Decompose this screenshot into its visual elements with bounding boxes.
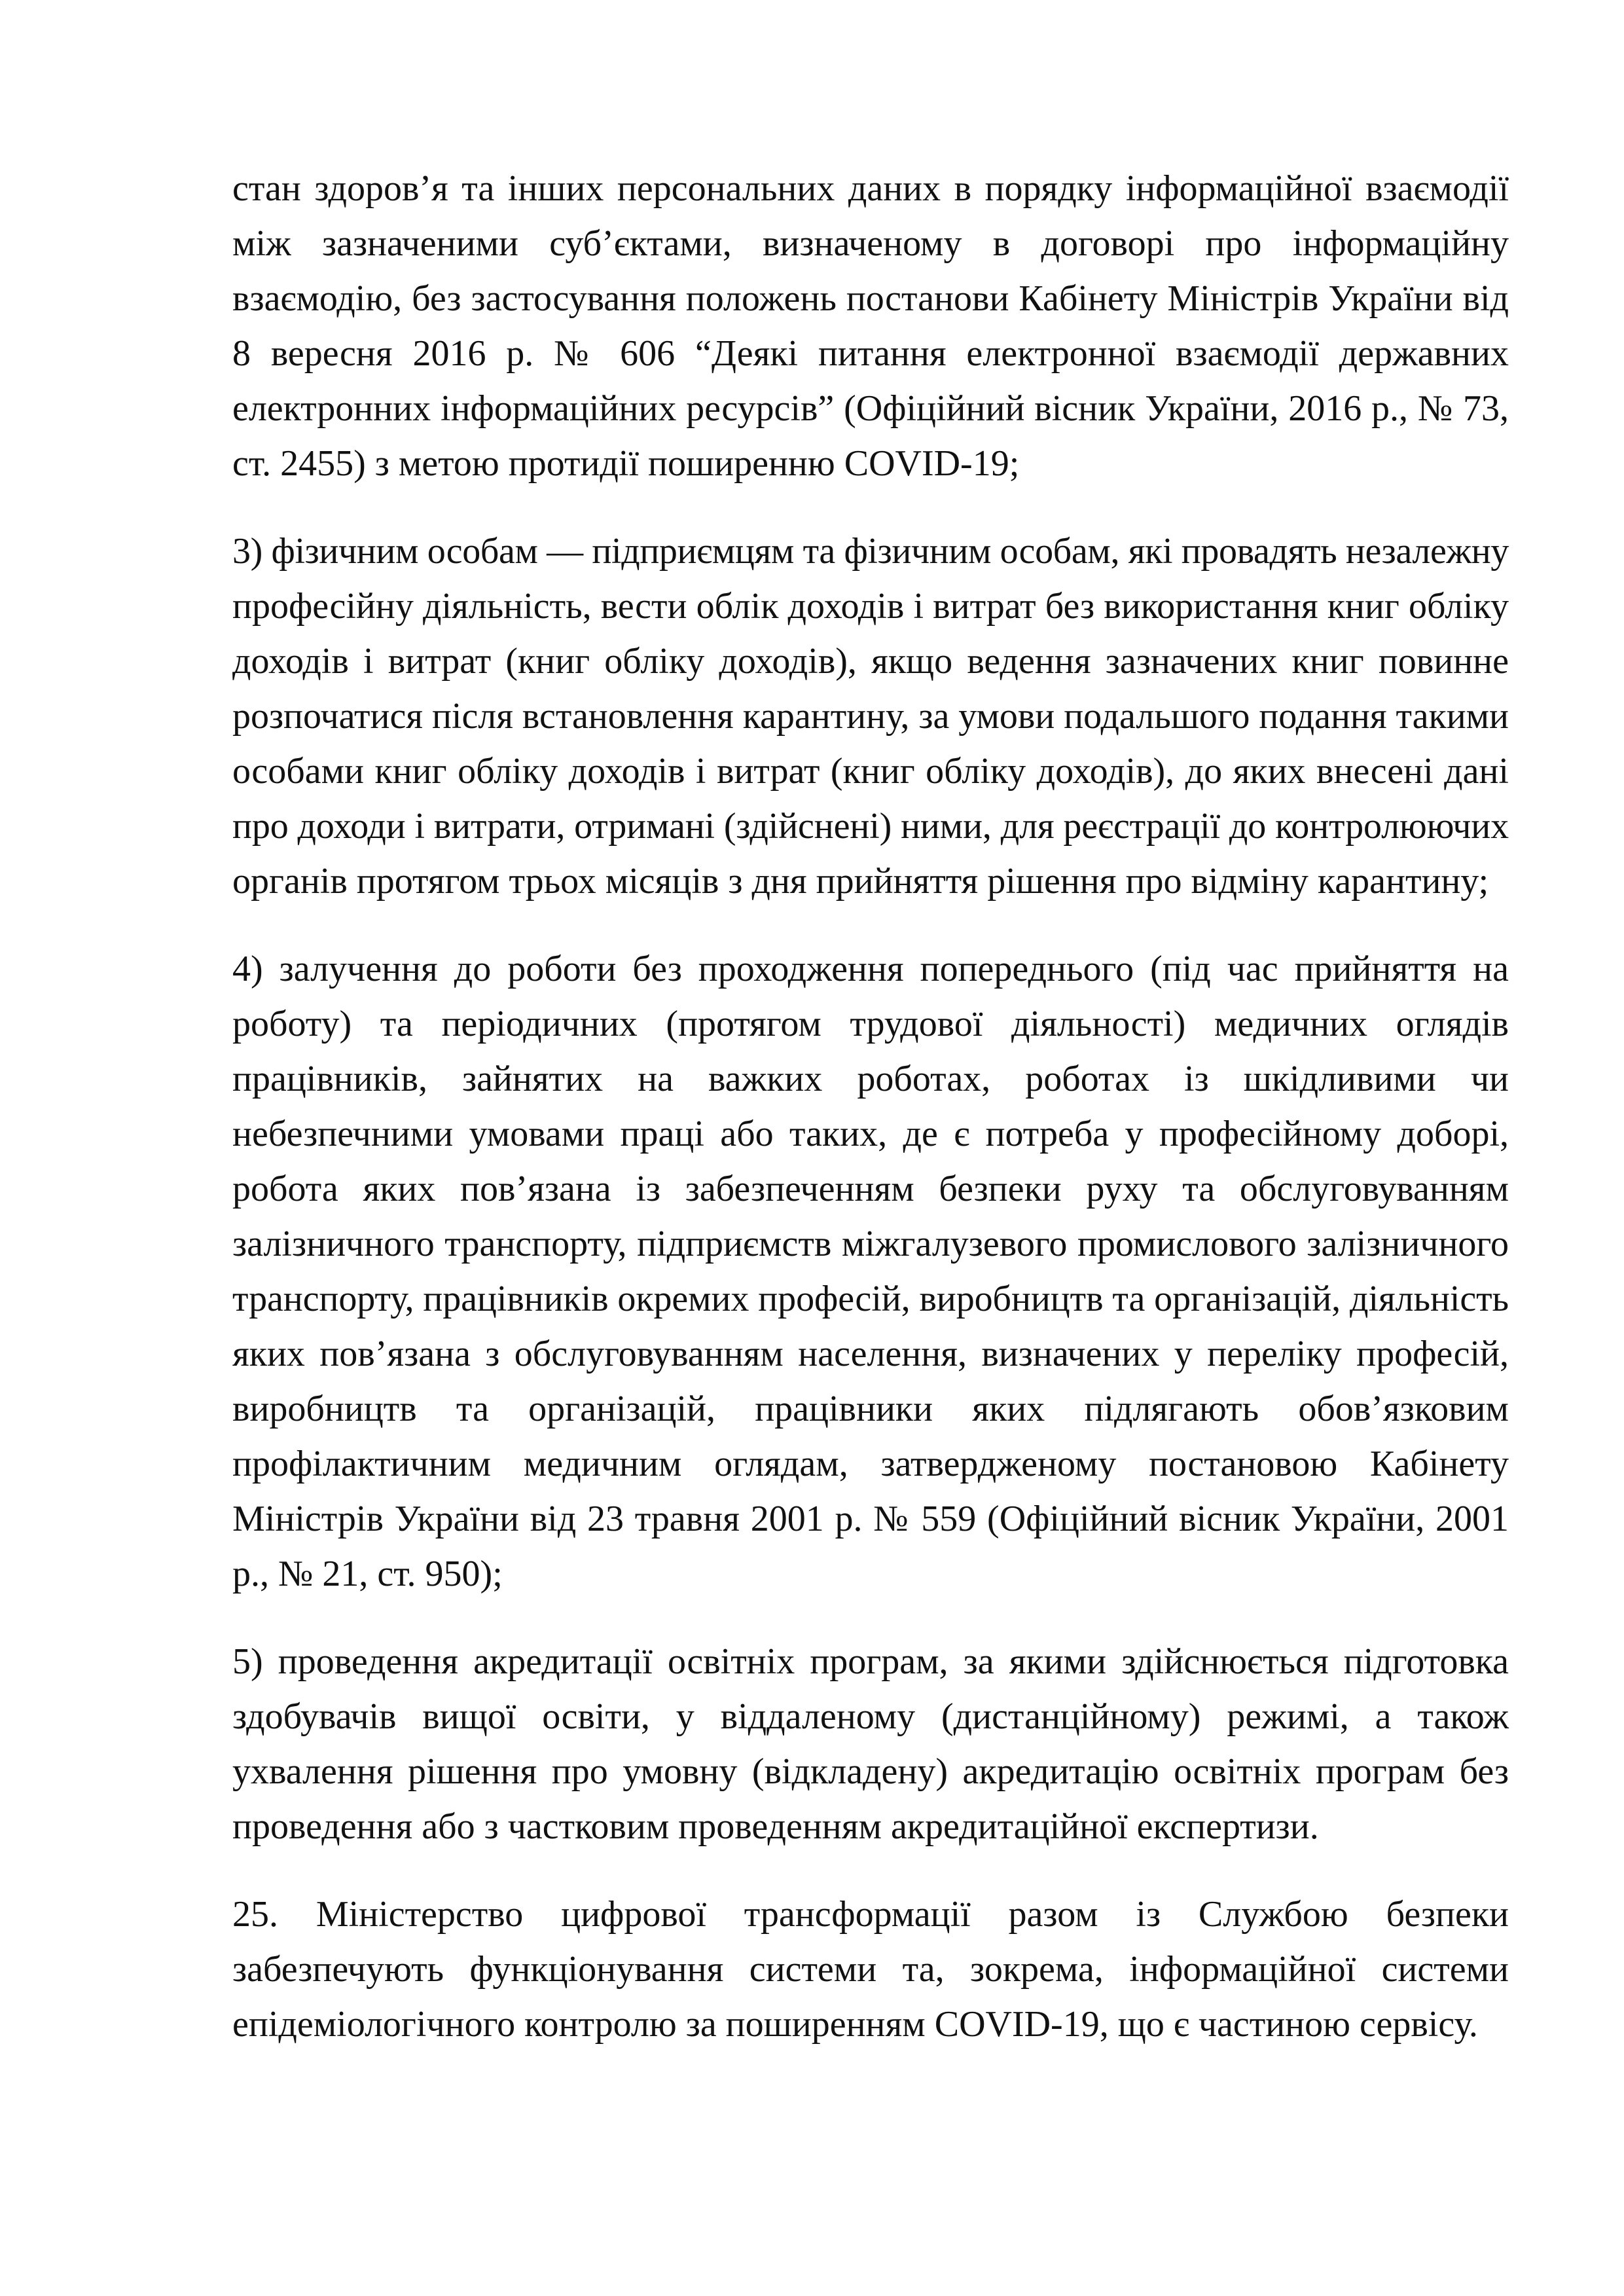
text-line: ст. 2455) з метою протидії поширенню COVID-19; <box>232 443 1020 484</box>
text-line: небезпечними умовами праці або таких, де є потреба у професійному доборі, <box>232 1114 1509 1154</box>
text-line: електронних інформаційних ресурсів” (Офіційний вісник України, 2016 р., № 73, <box>232 388 1509 429</box>
text-line: доходів і витрат (книг обліку доходів), якщо ведення зазначених книг повинне <box>232 641 1509 682</box>
text-line: виробництв та організацій, працівники яких підлягають обов’язковим <box>232 1389 1509 1429</box>
text-line: яких пов’язана з обслуговуванням населення, визначених у переліку професій, <box>232 1334 1509 1374</box>
text-line: 3) фізичним особам — підприємцям та фізичним особам, які провадять незалежну <box>232 531 1509 572</box>
text-line: професійну діяльність, вести облік доходів і витрат без використання книг обліку <box>232 586 1509 627</box>
text-line: залізничного транспорту, підприємств міжгалузевого промислового залізничного <box>232 1224 1509 1264</box>
paragraph-continuation <box>232 161 1509 491</box>
text-line: працівників, зайнятих на важких роботах, роботах із шкідливими чи <box>232 1059 1509 1099</box>
paragraph-item-3 <box>232 524 1509 909</box>
text-line: 25. Міністерство цифрової трансформації разом із Службою безпеки <box>232 1894 1509 1935</box>
paragraph-item-4 <box>232 941 1509 1601</box>
text-line: 4) залучення до роботи без проходження попереднього (під час прийняття на <box>232 949 1509 989</box>
text-line: р., № 21, ст. 950); <box>232 1554 503 1594</box>
text-line: особами книг обліку доходів і витрат (книг обліку доходів), до яких внесені дані <box>232 751 1509 792</box>
text-line: роботу) та періодичних (протягом трудової діяльності) медичних оглядів <box>232 1004 1509 1044</box>
text-line: між зазначеними суб’єктами, визначеному в договорі про інформаційну <box>232 223 1509 264</box>
text-line: розпочатися після встановлення карантину, за умови подальшого подання такими <box>232 696 1509 737</box>
text-line: органів протягом трьох місяців з дня прийняття рішення про відміну карантину; <box>232 861 1489 902</box>
text-line: профілактичним медичним оглядам, затвердженому постановою Кабінету <box>232 1444 1509 1484</box>
document-page <box>232 161 1509 2085</box>
paragraph-item-5 <box>232 1634 1509 1854</box>
text-line: 5) проведення акредитації освітніх програм, за якими здійснюється підготовка <box>232 1641 1509 1682</box>
text-line: взаємодію, без застосування положень постанови Кабінету Міністрів України від <box>232 278 1509 319</box>
text-line: 8 вересня 2016 р. № 606 “Деякі питання електронної взаємодії державних <box>232 333 1509 374</box>
text-line: робота яких пов’язана із забезпеченням безпеки руху та обслуговуванням <box>232 1169 1509 1209</box>
text-line: забезпечують функціонування системи та, зокрема, інформаційної системи <box>232 1949 1509 1990</box>
text-line: стан здоров’я та інших персональних даних в порядку інформаційної взаємодії <box>232 168 1509 209</box>
text-line: ухвалення рішення про умовну (відкладену) акредитацію освітніх програм без <box>232 1751 1509 1792</box>
text-line: транспорту, працівників окремих професій, виробництв та організацій, діяльність <box>232 1279 1509 1319</box>
text-line: проведення або з частковим проведенням акредитаційної експертизи. <box>232 1806 1319 1847</box>
paragraph-item-25 <box>232 1887 1509 2052</box>
text-line: про доходи і витрати, отримані (здійснені) ними, для реєстрації до контролюючих <box>232 806 1509 847</box>
text-line: епідеміологічного контролю за поширенням COVID-19, що є частиною сервісу. <box>232 2004 1478 2045</box>
text-line: здобувачів вищої освіти, у віддаленому (дистанційному) режимі, а також <box>232 1696 1509 1737</box>
text-line: Міністрів України від 23 травня 2001 р. № 559 (Офіційний вісник України, 2001 <box>232 1499 1509 1539</box>
